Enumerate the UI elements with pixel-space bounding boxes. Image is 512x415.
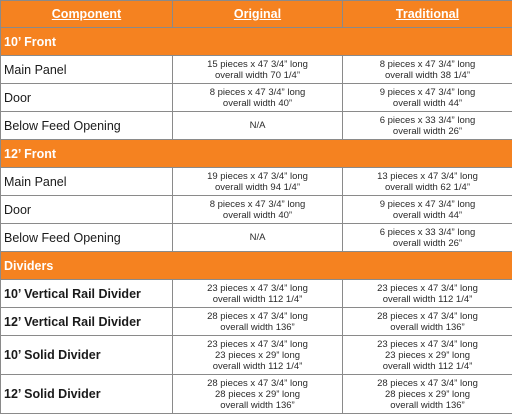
component-label: Door xyxy=(1,196,173,224)
original-spec-line: 8 pieces x 47 3/4” long xyxy=(209,86,306,98)
traditional-spec-line: 28 pieces x 47 3/4” long xyxy=(377,310,478,322)
original-cell xyxy=(173,308,343,336)
component-label: 10’ Vertical Rail Divider xyxy=(1,280,173,308)
original-cell xyxy=(173,280,343,308)
component-label: Door xyxy=(1,84,173,112)
traditional-spec-line: 6 pieces x 33 3/4” long xyxy=(379,114,476,126)
traditional-spec-line: 8 pieces x 47 3/4” long xyxy=(379,58,476,70)
traditional-spec-line: 6 pieces x 33 3/4” long xyxy=(379,226,476,238)
traditional-spec-line: overall width 112 1/4” xyxy=(382,293,473,305)
traditional-cell xyxy=(343,280,512,308)
traditional-spec-line: 23 pieces x 47 3/4” long xyxy=(377,338,478,350)
table-row xyxy=(1,112,512,140)
traditional-spec-line: overall width 26” xyxy=(392,237,463,249)
original-spec-line: overall width 136” xyxy=(220,399,295,411)
original-spec-line: overall width 112 1/4” xyxy=(212,360,303,372)
table-row xyxy=(1,280,512,308)
traditional-spec-line: overall width 38 1/4” xyxy=(384,69,471,81)
traditional-cell xyxy=(343,196,512,224)
component-label: Main Panel xyxy=(1,56,173,84)
table-row xyxy=(1,196,512,224)
original-cell xyxy=(173,224,343,252)
component-label: Main Panel xyxy=(1,168,173,196)
table-row xyxy=(1,168,512,196)
traditional-cell xyxy=(343,336,512,375)
original-cell xyxy=(173,112,343,140)
traditional-spec-line: 23 pieces x 47 3/4” long xyxy=(377,282,478,294)
traditional-spec-line: 9 pieces x 47 3/4” long xyxy=(379,86,476,98)
original-spec-line: 8 pieces x 47 3/4” long xyxy=(209,198,306,210)
section-title: 10’ Front xyxy=(1,28,512,56)
traditional-cell xyxy=(343,168,512,196)
table-row xyxy=(1,375,512,414)
component-label: 12’ Vertical Rail Divider xyxy=(1,308,173,336)
original-spec-line: overall width 70 1/4” xyxy=(214,69,301,81)
section-row xyxy=(1,252,512,280)
traditional-spec-line: 28 pieces x 29” long xyxy=(384,388,471,400)
traditional-cell xyxy=(343,224,512,252)
original-spec-line: 19 pieces x 47 3/4” long xyxy=(207,170,308,182)
section-title: Dividers xyxy=(1,252,512,280)
table-row xyxy=(1,336,512,375)
original-cell xyxy=(173,196,343,224)
traditional-spec-line: 9 pieces x 47 3/4” long xyxy=(379,198,476,210)
column-header-original: Original xyxy=(173,1,343,28)
original-spec-line: 15 pieces x 47 3/4” long xyxy=(207,58,308,70)
original-cell xyxy=(173,168,343,196)
original-cell xyxy=(173,375,343,414)
traditional-cell xyxy=(343,375,512,414)
traditional-cell xyxy=(343,56,512,84)
traditional-spec-line: overall width 136” xyxy=(390,399,465,411)
table-row xyxy=(1,308,512,336)
table-row xyxy=(1,56,512,84)
original-spec-line: 23 pieces x 29” long xyxy=(214,349,301,361)
original-spec-line: overall width 40” xyxy=(222,97,293,109)
original-spec-line: 23 pieces x 47 3/4” long xyxy=(207,338,308,350)
original-spec-line: overall width 112 1/4” xyxy=(212,293,303,305)
traditional-spec-line: overall width 136” xyxy=(390,321,465,333)
column-header-component: Component xyxy=(1,1,173,28)
original-spec-line: 23 pieces x 47 3/4” long xyxy=(207,282,308,294)
traditional-spec-line: overall width 112 1/4” xyxy=(382,360,473,372)
original-spec-line: N/A xyxy=(249,120,266,131)
traditional-spec-line: 23 pieces x 29” long xyxy=(384,349,471,361)
original-spec-line: overall width 136” xyxy=(220,321,295,333)
original-cell xyxy=(173,84,343,112)
section-row xyxy=(1,140,512,168)
original-spec-line: 28 pieces x 47 3/4” long xyxy=(207,377,308,389)
section-title: 12’ Front xyxy=(1,140,512,168)
traditional-spec-line: overall width 44” xyxy=(392,97,463,109)
traditional-spec-line: 13 pieces x 47 3/4” long xyxy=(377,170,478,182)
section-row xyxy=(1,28,512,56)
table-row xyxy=(1,84,512,112)
original-cell xyxy=(173,56,343,84)
original-spec-line: 28 pieces x 47 3/4” long xyxy=(207,310,308,322)
traditional-spec-line: 28 pieces x 47 3/4” long xyxy=(377,377,478,389)
original-spec-line: overall width 94 1/4” xyxy=(214,181,301,193)
original-spec-line: 28 pieces x 29” long xyxy=(214,388,301,400)
traditional-spec-line: overall width 44” xyxy=(392,209,463,221)
traditional-cell xyxy=(343,84,512,112)
original-spec-line: N/A xyxy=(249,232,266,243)
component-label: 12’ Solid Divider xyxy=(1,375,173,414)
traditional-cell xyxy=(343,112,512,140)
table-row xyxy=(1,224,512,252)
table-body xyxy=(1,28,512,414)
component-label: Below Feed Opening xyxy=(1,112,173,140)
original-spec-line: overall width 40” xyxy=(222,209,293,221)
traditional-cell xyxy=(343,308,512,336)
traditional-spec-line: overall width 26” xyxy=(392,125,463,137)
column-header-traditional: Traditional xyxy=(343,1,512,28)
original-cell xyxy=(173,336,343,375)
component-label: Below Feed Opening xyxy=(1,224,173,252)
traditional-spec-line: overall width 62 1/4” xyxy=(384,181,471,193)
header-row xyxy=(1,1,512,28)
component-label: 10’ Solid Divider xyxy=(1,336,173,375)
